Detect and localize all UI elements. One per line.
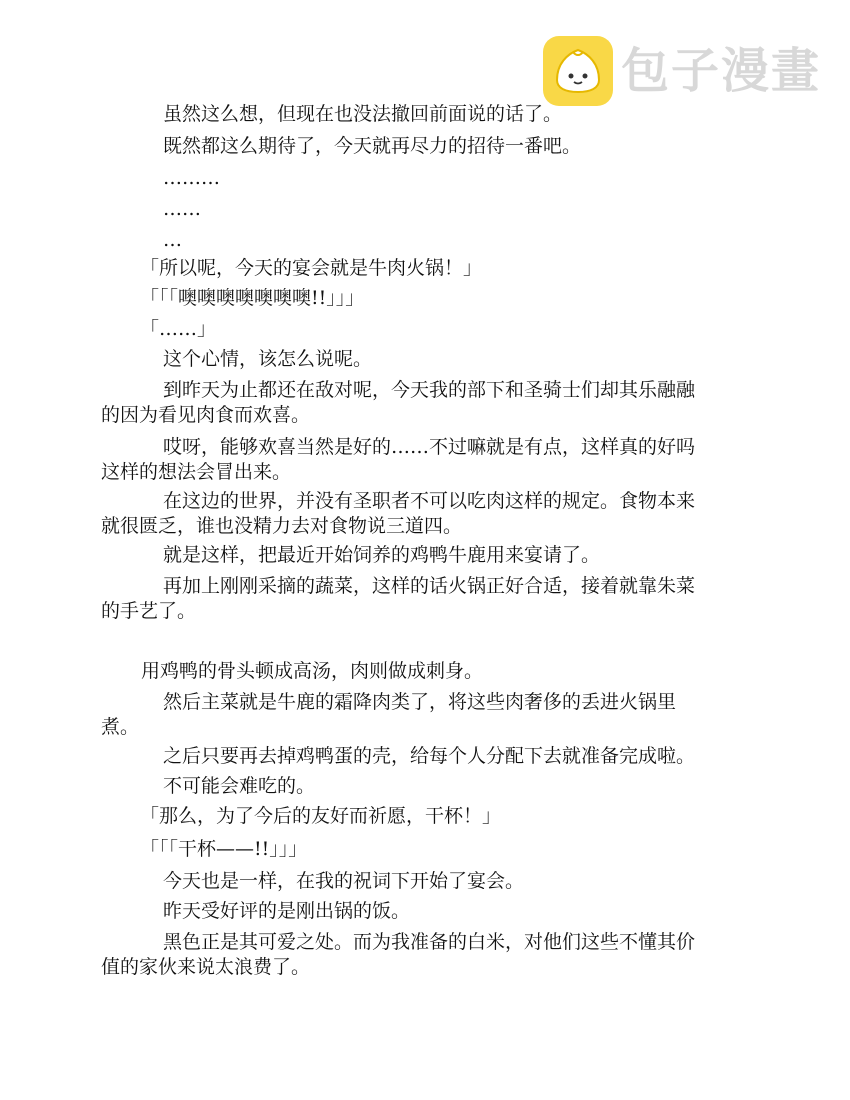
text-line: 用鸡鸭的骨头顿成高汤，肉则做成刺身。 xyxy=(141,660,484,682)
text-line: 就是这样，把最近开始饲养的鸡鸭牛鹿用来宴请了。 xyxy=(163,544,601,566)
text-line: 这样的想法会冒出来。 xyxy=(101,461,292,483)
dialogue-line: 「「「噢噢噢噢噢噢噢!!」」」 xyxy=(140,287,365,309)
text-line: 再加上刚刚采摘的蔬菜，这样的话火锅正好合适，接着就靠朱菜 xyxy=(163,575,696,597)
text-line: 这个心情，该怎么说呢。 xyxy=(163,348,373,370)
dialogue-line: 「那么，为了今后的友好而祈愿，干杯！」 xyxy=(140,805,502,827)
bun-logo-icon xyxy=(543,36,613,106)
text-line: 的手艺了。 xyxy=(101,600,197,622)
text-line: 黑色正是其可爱之处。而为我准备的白米，对他们这些不懂其价 xyxy=(163,931,696,953)
text-line: 值的家伙来说太浪费了。 xyxy=(101,956,311,978)
text-line: 哎呀，能够欢喜当然是好的……不过嘛就是有点，这样真的好吗 xyxy=(163,436,696,458)
watermark xyxy=(543,36,821,106)
text-line: 既然都这么期待了，今天就再尽力的招待一番吧。 xyxy=(163,135,582,157)
dialogue-line: 「……」 xyxy=(140,318,217,340)
text-line: ……… xyxy=(163,167,220,189)
text-line: 不可能会难吃的。 xyxy=(163,775,316,797)
text-line: 煮。 xyxy=(101,716,140,738)
dialogue-line: 「所以呢，今天的宴会就是牛肉火锅！」 xyxy=(140,257,483,279)
text-line: 之后只要再去掉鸡鸭蛋的壳，给每个人分配下去就准备完成啦。 xyxy=(163,745,696,767)
text-line: 在这边的世界，并没有圣职者不可以吃肉这样的规定。食物本来 xyxy=(163,490,696,512)
text-line: 的因为看见肉食而欢喜。 xyxy=(101,404,311,426)
dialogue-line: 「「「干杯——!!」」」 xyxy=(140,838,308,860)
text-line: 虽然这么想，但现在也没法撤回前面说的话了。 xyxy=(163,103,563,125)
text-line: 然后主菜就是牛鹿的霜降肉类了，将这些肉奢侈的丢进火锅里 xyxy=(163,691,677,713)
text-line: 昨天受好评的是刚出锅的饭。 xyxy=(163,900,411,922)
watermark-site-name: 包子漫畫 xyxy=(621,43,822,99)
text-line: …… xyxy=(163,198,201,220)
text-line: … xyxy=(163,229,182,251)
text-line: 到昨天为止都还在敌对呢，今天我的部下和圣骑士们却其乐融融 xyxy=(163,379,696,401)
text-line: 就很匮乏，谁也没精力去对食物说三道四。 xyxy=(101,515,463,537)
text-line: 今天也是一样，在我的祝词下开始了宴会。 xyxy=(163,870,525,892)
